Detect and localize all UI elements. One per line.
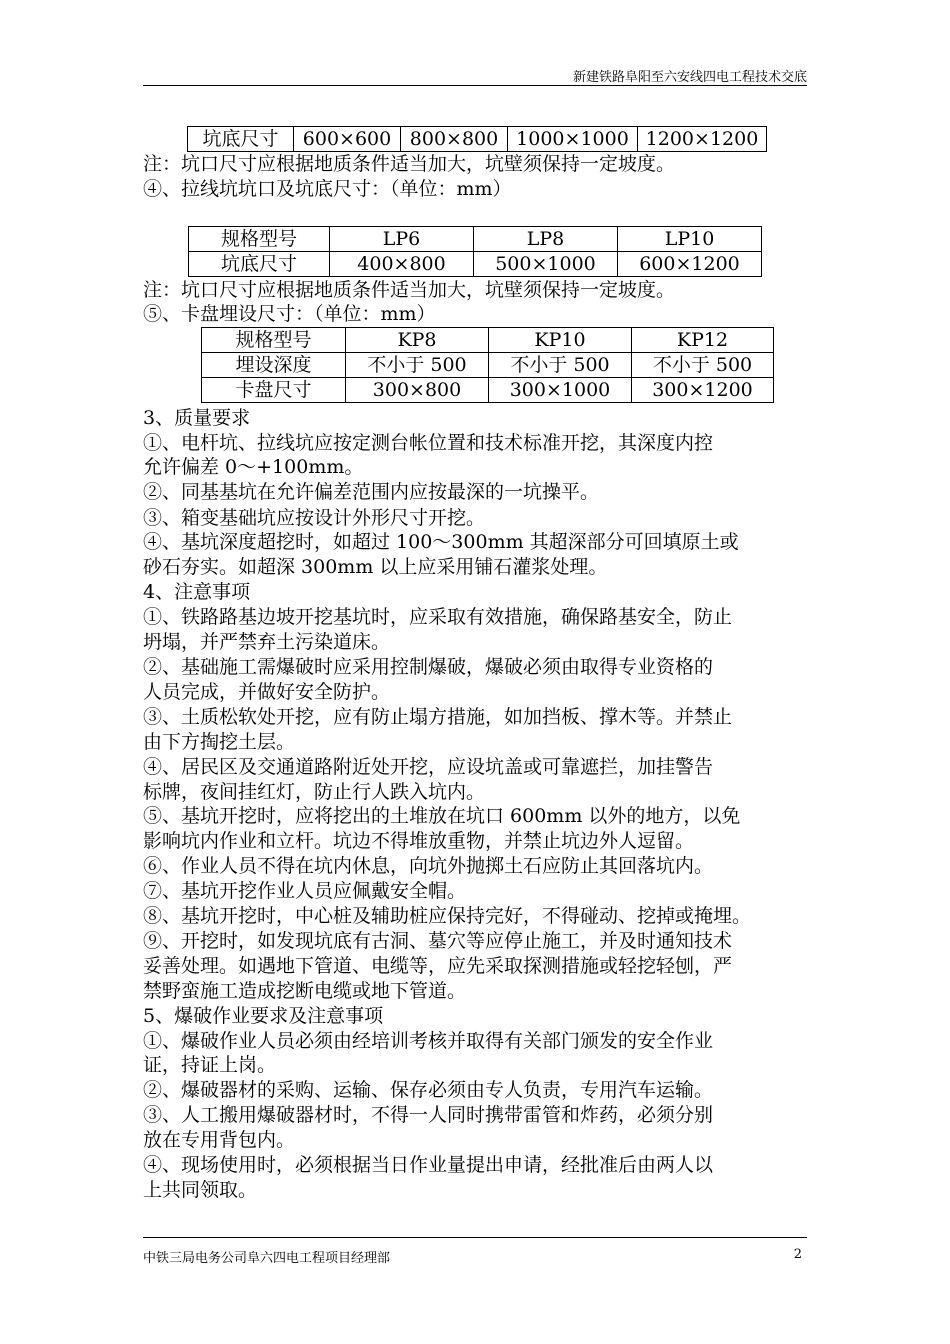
table-row [189,227,762,252]
table-cell: 400×800 [330,252,474,277]
section-heading: 3、质量要求 [143,407,251,429]
note-text: 注：坑口尺寸应根据地质条件适当加大，坑壁须保持一定坡度。 [143,279,676,301]
body-text-line: 影响坑内作业和立杆。坑边不得堆放重物，并禁止坑边外人逗留。 [143,830,695,852]
table-cell: LP10 [618,227,762,252]
table-cell: 300×800 [346,378,489,403]
body-text-line: 由下方掏挖土层。 [143,731,296,753]
table-row [202,353,774,378]
body-text-line: ⑥、作业人员不得在坑内休息，向坑外抛掷土石应防止其回落坑内。 [143,855,714,877]
note-text: 注：坑口尺寸应根据地质条件适当加大，坑壁须保持一定坡度。 [143,153,676,175]
section-heading: ⑤、卡盘埋设尺寸：（单位：mm） [143,303,436,325]
chuck-plate-size-table [201,327,774,403]
footer-divider [143,1237,807,1238]
body-text-line: 允许偏差 0～+100mm。 [143,456,364,478]
table-cell: KP12 [632,328,774,353]
body-text-line: 砂石夯实。如超深 300mm 以上应采用铺石灌浆处理。 [143,556,608,578]
table-cell: 不小于 500 [489,353,632,378]
table-cell: 卡盘尺寸 [202,378,346,403]
table-cell: 1200×1200 [638,127,767,152]
footer-organization: 中铁三局电务公司阜六四电工程项目经理部 [143,1251,391,1266]
body-text-line: ③、土质松软处开挖，应有防止塌方措施，如加挡板、撑木等。并禁止 [143,706,733,728]
table-cell: 坑底尺寸 [188,127,294,152]
table-cell: LP8 [474,227,618,252]
body-text-line: ③、箱变基础坑应按设计外形尺寸开挖。 [143,507,486,529]
table-row [202,378,774,403]
table-cell: 埋设深度 [202,353,346,378]
body-text-line: ⑧、基坑开挖时，中心桩及辅助桩应保持完好，不得碰动、挖掉或掩埋。 [143,905,752,927]
table-cell: 规格型号 [189,227,330,252]
body-text-line: ①、电杆坑、拉线坑应按定测台帐位置和技术标准开挖，其深度内控 [143,432,714,454]
body-text-line: 放在专用背包内。 [143,1129,296,1151]
body-text-line: 上共同领取。 [143,1179,258,1201]
table-cell: 300×1200 [632,378,774,403]
table-cell: 规格型号 [202,328,346,353]
body-text-line: ④、基坑深度超挖时，如超过 100～300mm 其超深部分可回填原土或 [143,531,739,553]
table-cell: 不小于 500 [632,353,774,378]
table-cell: LP6 [330,227,474,252]
table-row [188,127,767,152]
body-text-line: 证，持证上岗。 [143,1054,277,1076]
body-text-line: ⑨、开挖时，如发现坑底有古洞、墓穴等应停止施工，并及时通知技术 [143,930,733,952]
table-cell: 500×1000 [474,252,618,277]
body-text-line: ④、居民区及交通道路附近处开挖，应设坑盖或可靠遮拦，加挂警告 [143,756,714,778]
body-text-line: ①、铁路路基边坡开挖基坑时，应采取有效措施，确保路基安全，防止 [143,606,733,628]
body-text-line: ④、现场使用时，必须根据当日作业量提出申请，经批准后由两人以 [143,1154,714,1176]
table-row [202,328,774,353]
body-text-line: 人员完成，并做好安全防护。 [143,681,391,703]
table-cell: KP10 [489,328,632,353]
table-row [189,252,762,277]
guy-pit-size-table [188,226,762,277]
body-text-line: ②、基础施工需爆破时应采用控制爆破，爆破必须由取得专业资格的 [143,656,714,678]
body-text-line: 标牌，夜间挂红灯，防止行人跌入坑内。 [143,781,486,803]
table-cell: 300×1000 [489,378,632,403]
header-divider [143,85,807,86]
body-text-line: ②、爆破器材的采购、运输、保存必须由专人负责，专用汽车运输。 [143,1079,714,1101]
section-heading: 4、注意事项 [143,581,251,603]
section-heading: ④、拉线坑坑口及坑底尺寸：（单位：mm） [143,178,512,200]
pit-bottom-size-table [187,126,767,152]
table-cell: 坑底尺寸 [189,252,330,277]
page-number: 2 [793,1247,802,1262]
table-cell: 800×800 [401,127,508,152]
body-text-line: 妥善处理。如遇地下管道、电缆等，应先采取探测措施或轻挖轻刨，严 [143,955,733,977]
table-cell: 600×1200 [618,252,762,277]
body-text-line: ⑦、基坑开挖作业人员应佩戴安全帽。 [143,880,467,902]
table-cell: 不小于 500 [346,353,489,378]
table-cell: KP8 [346,328,489,353]
table-cell: 600×600 [294,127,401,152]
body-text-line: 坍塌，并严禁弃土污染道床。 [143,631,391,653]
page-header-title: 新建铁路阜阳至六安线四电工程技术交底 [572,70,807,85]
body-text-line: ③、人工搬用爆破器材时，不得一人同时携带雷管和炸药，必须分别 [143,1104,714,1126]
section-heading: 5、爆破作业要求及注意事项 [143,1005,384,1027]
body-text-line: 禁野蛮施工造成挖断电缆或地下管道。 [143,980,467,1002]
body-text-line: ②、同基基坑在允许偏差范围内应按最深的一坑操平。 [143,481,600,503]
table-cell: 1000×1000 [508,127,638,152]
body-text-line: ⑤、基坑开挖时，应将挖出的土堆放在坑口 600mm 以外的地方，以免 [143,805,741,827]
body-text-line: ①、爆破作业人员必须由经培训考核并取得有关部门颁发的安全作业 [143,1030,714,1052]
